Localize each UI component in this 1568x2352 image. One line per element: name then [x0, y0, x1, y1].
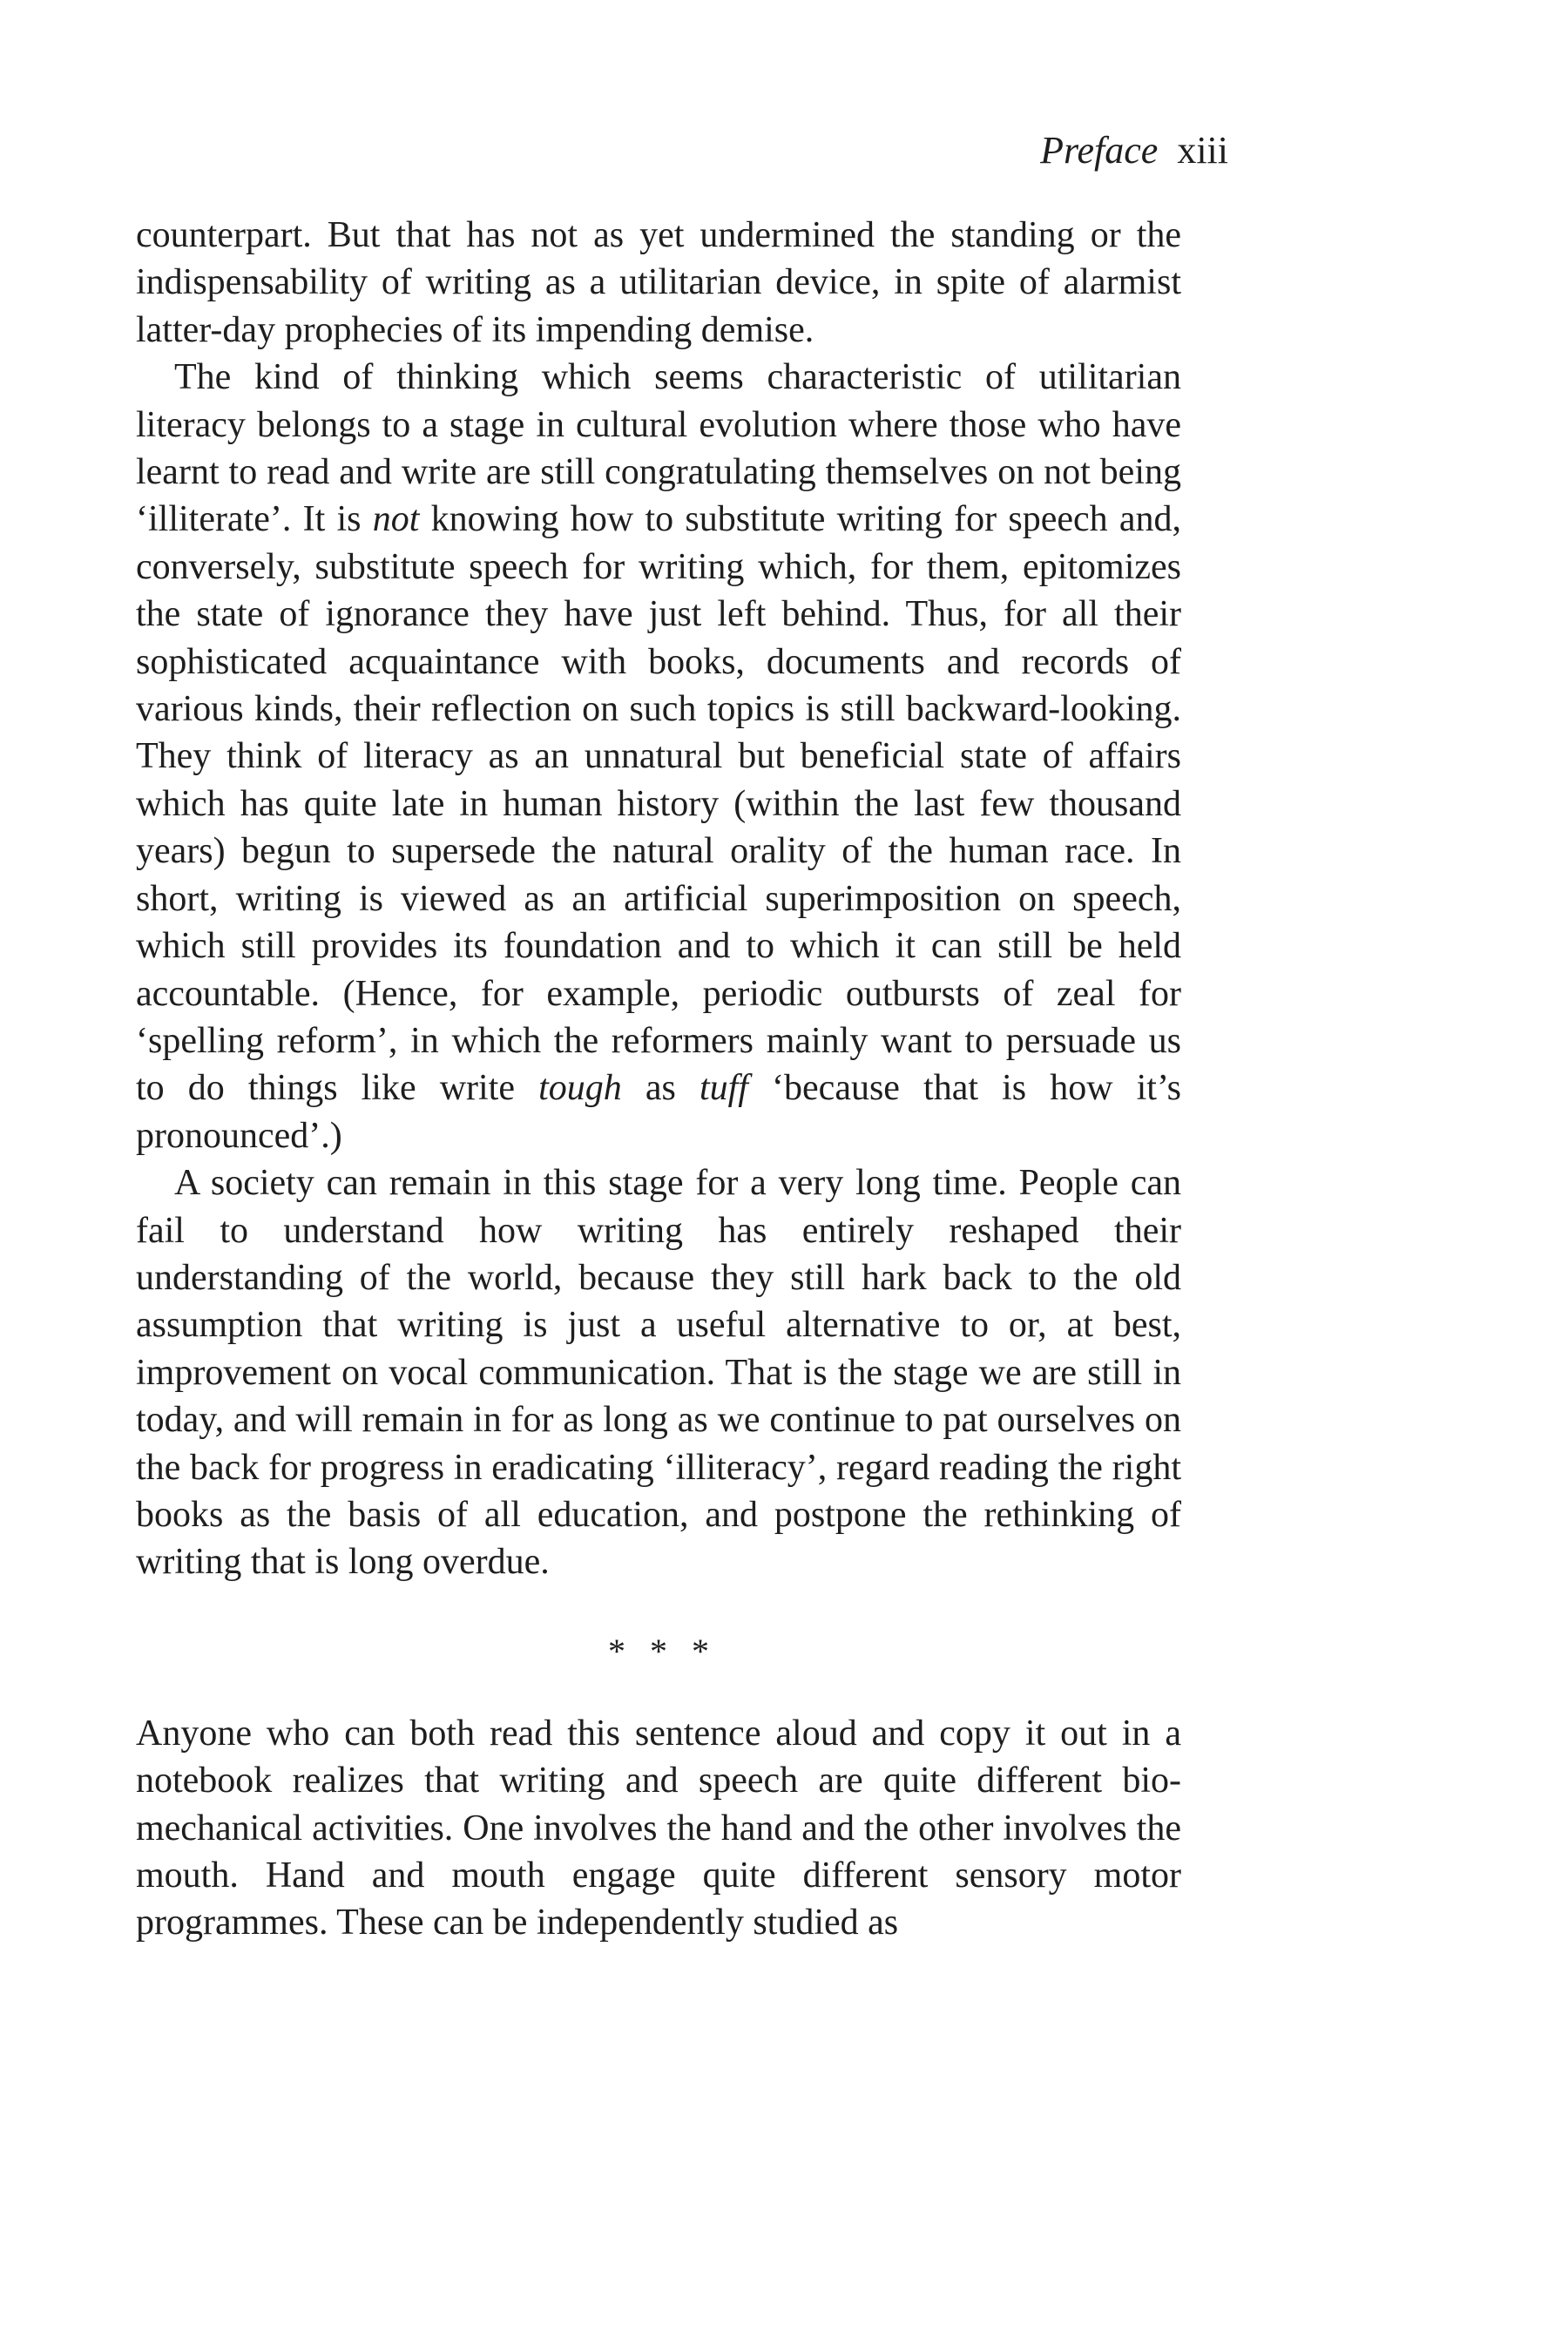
separator-asterisk: * [650, 1631, 667, 1671]
running-head [1040, 126, 1228, 175]
emphasis-tuff: tuff [699, 1068, 748, 1109]
separator-asterisk: * [692, 1631, 709, 1671]
paragraph-2-text-d: ‘because that is how it’s pronounced’.) [136, 1068, 1181, 1156]
paragraph-4: Anyone who can both read this sentence aloud and copy it out in a notebook realizes that writing and speech are quite different biomechanical activities. One involves the hand and the other involves the mouth. Hand and mouth engage quite different sensory motor programmes. These can be independently studied as [136, 1713, 1181, 1943]
emphasis-tough: tough [538, 1068, 622, 1109]
paragraph-1: counterpart. But that has not as yet undermined the standing or the indispensability of writing as a utilitarian device, in spite of alarmist latter-day prophecies of its impending demise. [136, 215, 1181, 350]
paragraph-2-text-a: The kind of thinking which seems characteristic of utilitarian literacy belongs to a stage in cultural evolution where those who have learnt to read and write are still congratulating themselves on not being ‘illiterate’. It is [136, 357, 1181, 540]
paragraph-2-text-b: knowing how to substitute writing for speech and, conversely, substitute speech for writing which, for them, epitomizes the state of ignorance they have just left behind. Thus, for all their sophisticated acquaintance with books, documents and records of various kinds, their reflection on such topics is still backward-looking. They think of literacy as an unnatural but beneficial state of affairs which has quite late in human history (within the last few thousand years) begun to supersede the natural orality of the human race. In short, writing is viewed as an artificial superimposition on speech, which still provides its foundation and to which it can still be held accountable. (Hence, for example, periodic outbursts of zeal for ‘spelling reform’, in which the reformers mainly want to persuade us to do things like write [136, 499, 1181, 1109]
section-separator [136, 1628, 1181, 1675]
page-number: xiii [1177, 129, 1228, 172]
running-head-title: Preface [1040, 129, 1159, 172]
paragraph-2-text-c: as [621, 1068, 700, 1109]
separator-asterisk: * [608, 1631, 625, 1671]
body-text [136, 212, 1181, 1947]
emphasis-not: not [372, 499, 420, 540]
paragraph-3: A society can remain in this stage for a very long time. People can fail to understand how writing has entirely reshaped their understanding of the world, because they still hark back to the old assumption that writing is just a useful alternative to or, at best, improvement on vocal communication. That is the stage we are still in today, and will remain in for as long as we continue to pat ourselves on the back for progress in eradicating ‘illiteracy’, regard reading the right books as the basis of all education, and postpone the rethinking of writing that is long overdue. [136, 1163, 1181, 1583]
paragraph-2 [136, 354, 1181, 1159]
